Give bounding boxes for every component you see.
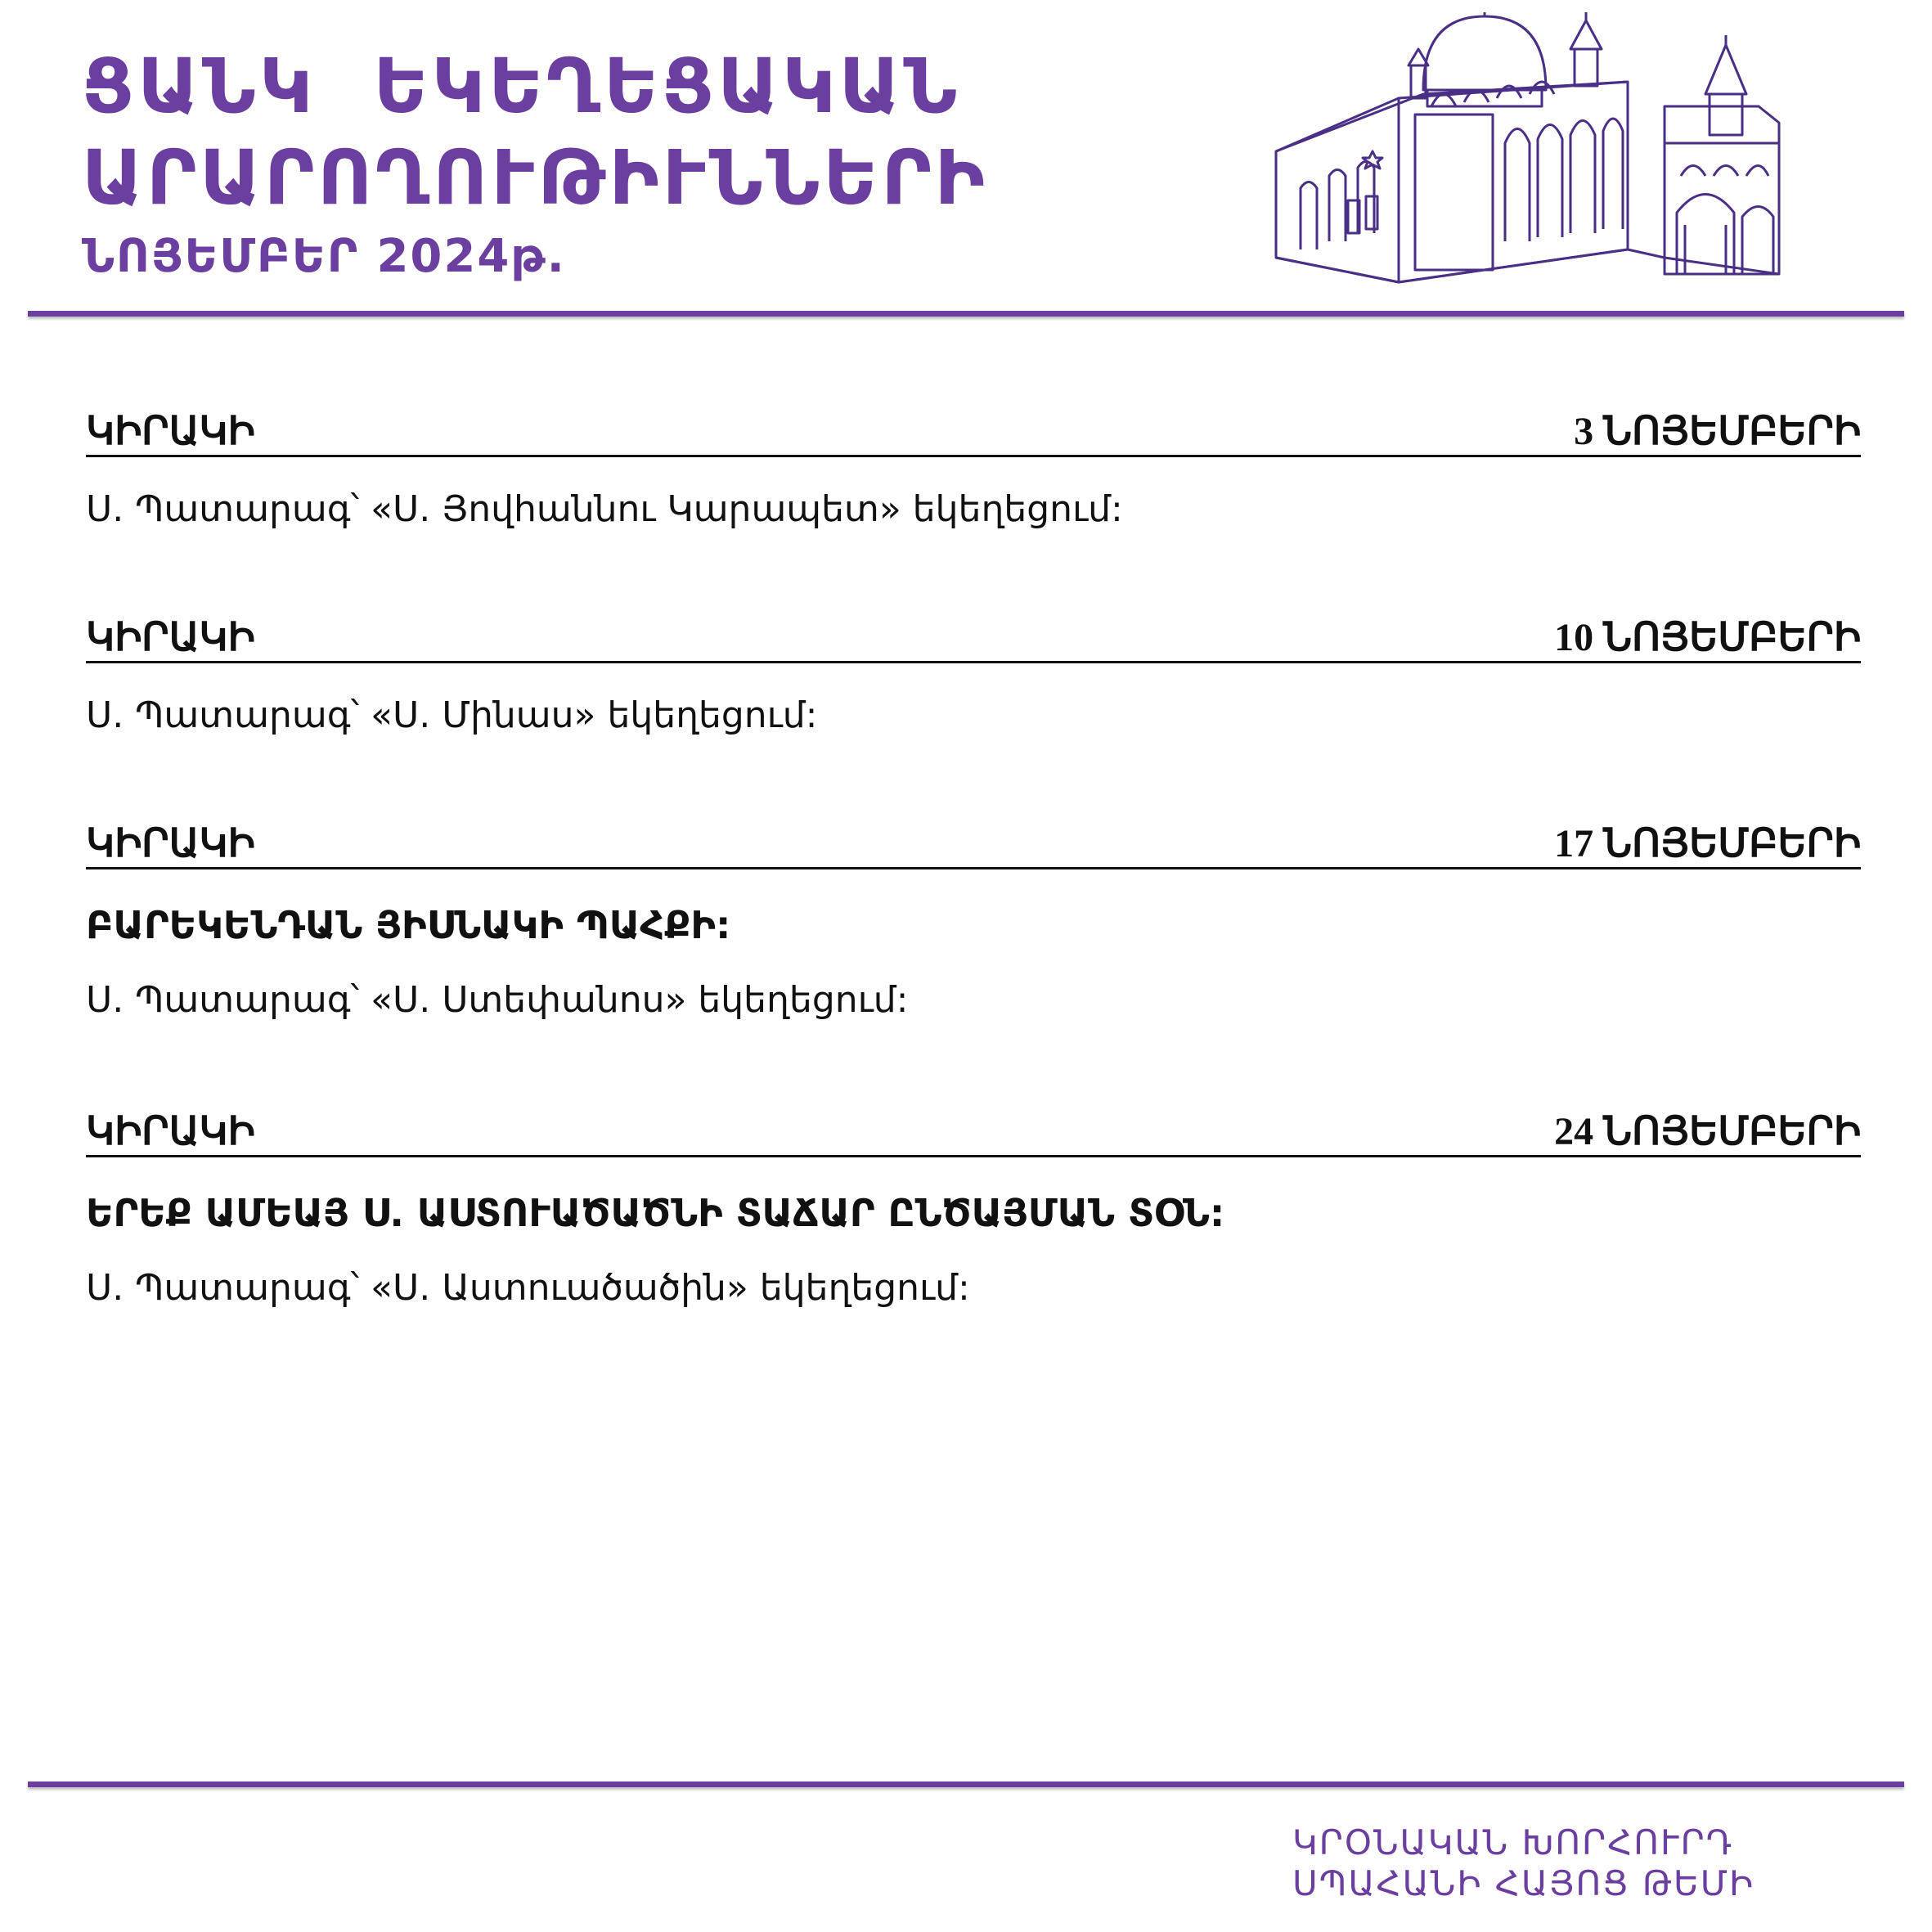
entry-header — [86, 1109, 1861, 1157]
entry-date: 24 ՆՈՅԵՄԲԵՐԻ — [1554, 1110, 1861, 1153]
entry-date: 3 ՆՈՅԵՄԲԵՐԻ — [1574, 410, 1861, 453]
entry-date: 10 ՆՈՅԵՄԲԵՐԻ — [1554, 616, 1861, 659]
entry-liturgy: Ս. Պատարագ՝ «Ս. Յովհաննու Կարապետ» եկեղեցում: — [86, 488, 1123, 530]
header-divider — [28, 311, 1904, 317]
page-title — [82, 41, 1227, 290]
entry-day: ԿԻՐԱԿԻ — [86, 822, 255, 865]
schedule-entry — [86, 1109, 1861, 1311]
entry-header — [86, 615, 1861, 663]
entry-feast: ԵՐԵՔ ԱՄԵԱՅ Ս. ԱՍՏՈՒԱԾԱԾՆԻ ՏԱՃԱՐ ԸՆԾԱՅՄԱՆ ՏՕՆ: — [86, 1191, 1225, 1235]
entry-liturgy: Ս. Պատարագ՝ «Ս. Աստուածածին» եկեղեցում: — [86, 1267, 970, 1309]
church-icon — [1268, 12, 1799, 299]
entry-day: ԿԻՐԱԿԻ — [86, 410, 255, 453]
title-word-1: ՑԱՆԿ — [82, 43, 317, 130]
footer-line-2: ՍՊԱՀԱՆԻ ՀԱՅՈՑ ԹԵՄԻ — [1292, 1863, 1755, 1903]
entry-feast: ԲԱՐԵԿԵՆԴԱՆ ՅԻՍՆԱԿԻ ՊԱՀՔԻ: — [86, 903, 731, 947]
footer-line-1: ԿՐՕՆԱԿԱՆ ԽՈՐՀՈՒՐԴ — [1292, 1822, 1734, 1862]
entry-liturgy: Ս. Պատարագ՝ «Ս. Ստեփանոս» եկեղեցում: — [86, 979, 909, 1021]
entry-header — [86, 821, 1861, 869]
footer-divider — [28, 1781, 1904, 1787]
title-line-2: ԱՐԱՐՈՂՈՒԹԻՒՆՆԵՐԻ — [82, 134, 988, 222]
footer-signature — [1292, 1822, 1755, 1904]
entry-day: ԿԻՐԱԿԻ — [86, 616, 255, 659]
entry-day: ԿԻՐԱԿԻ — [86, 1110, 255, 1153]
entry-header — [86, 409, 1861, 457]
schedule-entry — [86, 615, 1861, 739]
schedule-entry — [86, 821, 1861, 1023]
page-subtitle: ՆՈՅԵՄԲԵՐ 2024թ. — [82, 230, 566, 283]
title-line-1 — [82, 41, 1227, 133]
schedule-entry — [86, 409, 1861, 532]
entry-date: 17 ՆՈՅԵՄԲԵՐԻ — [1554, 822, 1861, 865]
title-word-2: ԵԿԵՂԵՑԱԿԱՆ — [373, 43, 961, 130]
entry-liturgy: Ս. Պատարագ՝ «Ս. Մինաս» եկեղեցում: — [86, 694, 818, 736]
